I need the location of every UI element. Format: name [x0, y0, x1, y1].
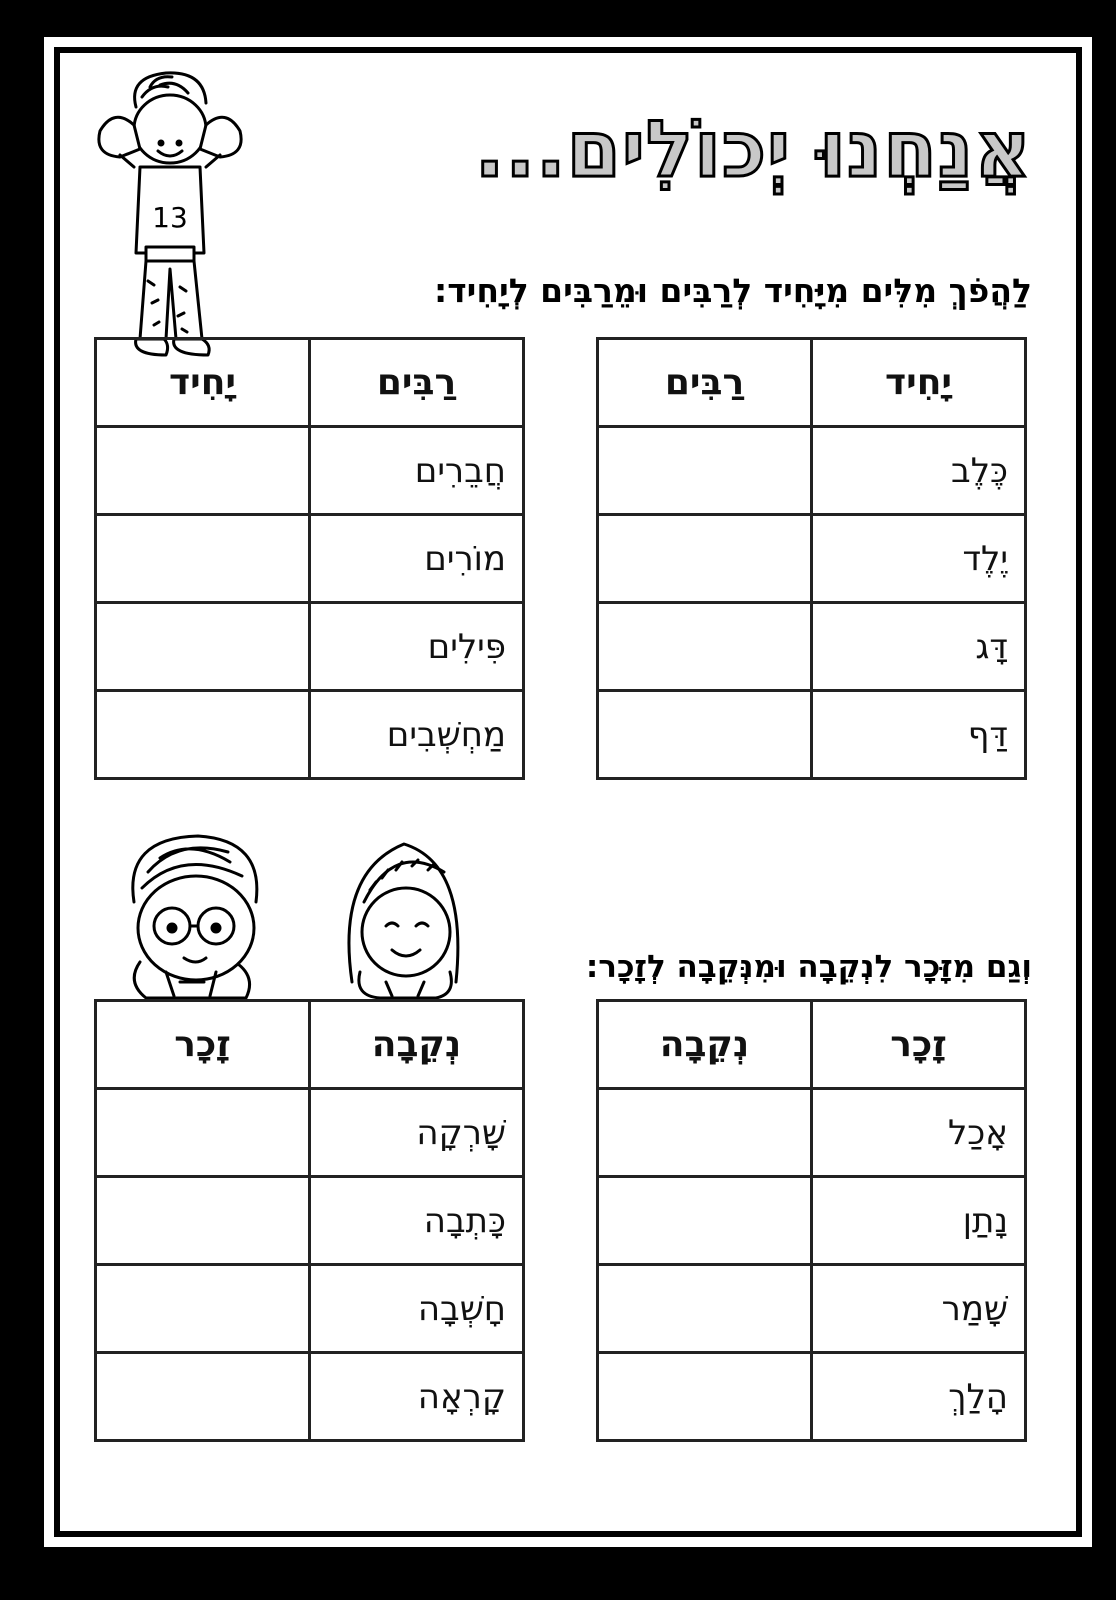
given-word: כֶּלֶב: [812, 427, 1026, 515]
given-word: הָלַךְ: [812, 1353, 1026, 1441]
answer-cell[interactable]: [96, 691, 310, 779]
answer-cell[interactable]: [96, 603, 310, 691]
table-row: [598, 1265, 1026, 1353]
boy-covering-eyes-clipart: [88, 67, 248, 367]
given-word: פִּילִים: [310, 603, 524, 691]
answer-cell[interactable]: [598, 1265, 812, 1353]
given-word: חֲבֵרִים: [310, 427, 524, 515]
instruction-gender: וְגַם מִזָּכָר לִנְקֵבָה וּמִנְּקֵבָה לְזָכָר:: [585, 949, 1032, 985]
table-masc-to-fem: [596, 999, 1027, 1442]
given-word: מַחְשְׁבִים: [310, 691, 524, 779]
table-row: [96, 1177, 524, 1265]
given-word: יֶלֶד: [812, 515, 1026, 603]
girl-clipart: [334, 832, 474, 1002]
answer-cell[interactable]: [96, 515, 310, 603]
shirt-number: 13: [152, 201, 188, 234]
table-row: [598, 691, 1026, 779]
table-row: [96, 515, 524, 603]
table-singular-to-plural: [596, 337, 1027, 780]
table-row: [96, 691, 524, 779]
given-word: אָכַל: [812, 1089, 1026, 1177]
given-word: כָּתְבָה: [310, 1177, 524, 1265]
table-fem-to-masc: [94, 999, 525, 1442]
given-word: מוֹרִים: [310, 515, 524, 603]
answer-cell[interactable]: [96, 1353, 310, 1441]
table-header: זָכָר: [96, 1001, 310, 1089]
table-row: [96, 1265, 524, 1353]
answer-cell[interactable]: [598, 691, 812, 779]
answer-cell[interactable]: [598, 603, 812, 691]
boy-with-glasses-clipart: [120, 832, 270, 1002]
answer-cell[interactable]: [598, 1177, 812, 1265]
instruction-plural: לַהֲפֹךְ מִלִּים מִיָּחִיד לְרַבִּים וּמֵרַבִּים לְיָחִיד:: [434, 271, 1032, 310]
answer-cell[interactable]: [96, 1177, 310, 1265]
table-row: [598, 515, 1026, 603]
given-word: קָרְאָה: [310, 1353, 524, 1441]
given-word: נָתַן: [812, 1177, 1026, 1265]
table-header: זָכָר: [812, 1001, 1026, 1089]
given-word: דַּף: [812, 691, 1026, 779]
given-word: שָׁמַר: [812, 1265, 1026, 1353]
answer-cell[interactable]: [96, 427, 310, 515]
table-header: יָחִיד: [96, 339, 310, 427]
page-title: אֲנַחְנוּ יְכוֹלִים...: [474, 105, 1032, 195]
table-header: נְקֵבָה: [598, 1001, 812, 1089]
table-row: [598, 427, 1026, 515]
table-row: [96, 1353, 524, 1441]
table-row: [598, 603, 1026, 691]
table-header: נְקֵבָה: [310, 1001, 524, 1089]
table-row: [96, 427, 524, 515]
table-plural-to-singular: [94, 337, 525, 780]
answer-cell[interactable]: [96, 1265, 310, 1353]
answer-cell[interactable]: [96, 1089, 310, 1177]
table-header: רַבִּים: [598, 339, 812, 427]
answer-cell[interactable]: [598, 1353, 812, 1441]
table-row: [598, 1177, 1026, 1265]
answer-cell[interactable]: [598, 515, 812, 603]
given-word: שָׁרְקָה: [310, 1089, 524, 1177]
table-row: [598, 1089, 1026, 1177]
given-word: חָשְׁבָה: [310, 1265, 524, 1353]
given-word: דָּג: [812, 603, 1026, 691]
answer-cell[interactable]: [598, 427, 812, 515]
answer-cell[interactable]: [598, 1089, 812, 1177]
table-row: [598, 1353, 1026, 1441]
table-header: יָחִיד: [812, 339, 1026, 427]
worksheet-page: [44, 37, 1092, 1547]
table-header: רַבִּים: [310, 339, 524, 427]
table-row: [96, 1089, 524, 1177]
table-row: [96, 603, 524, 691]
